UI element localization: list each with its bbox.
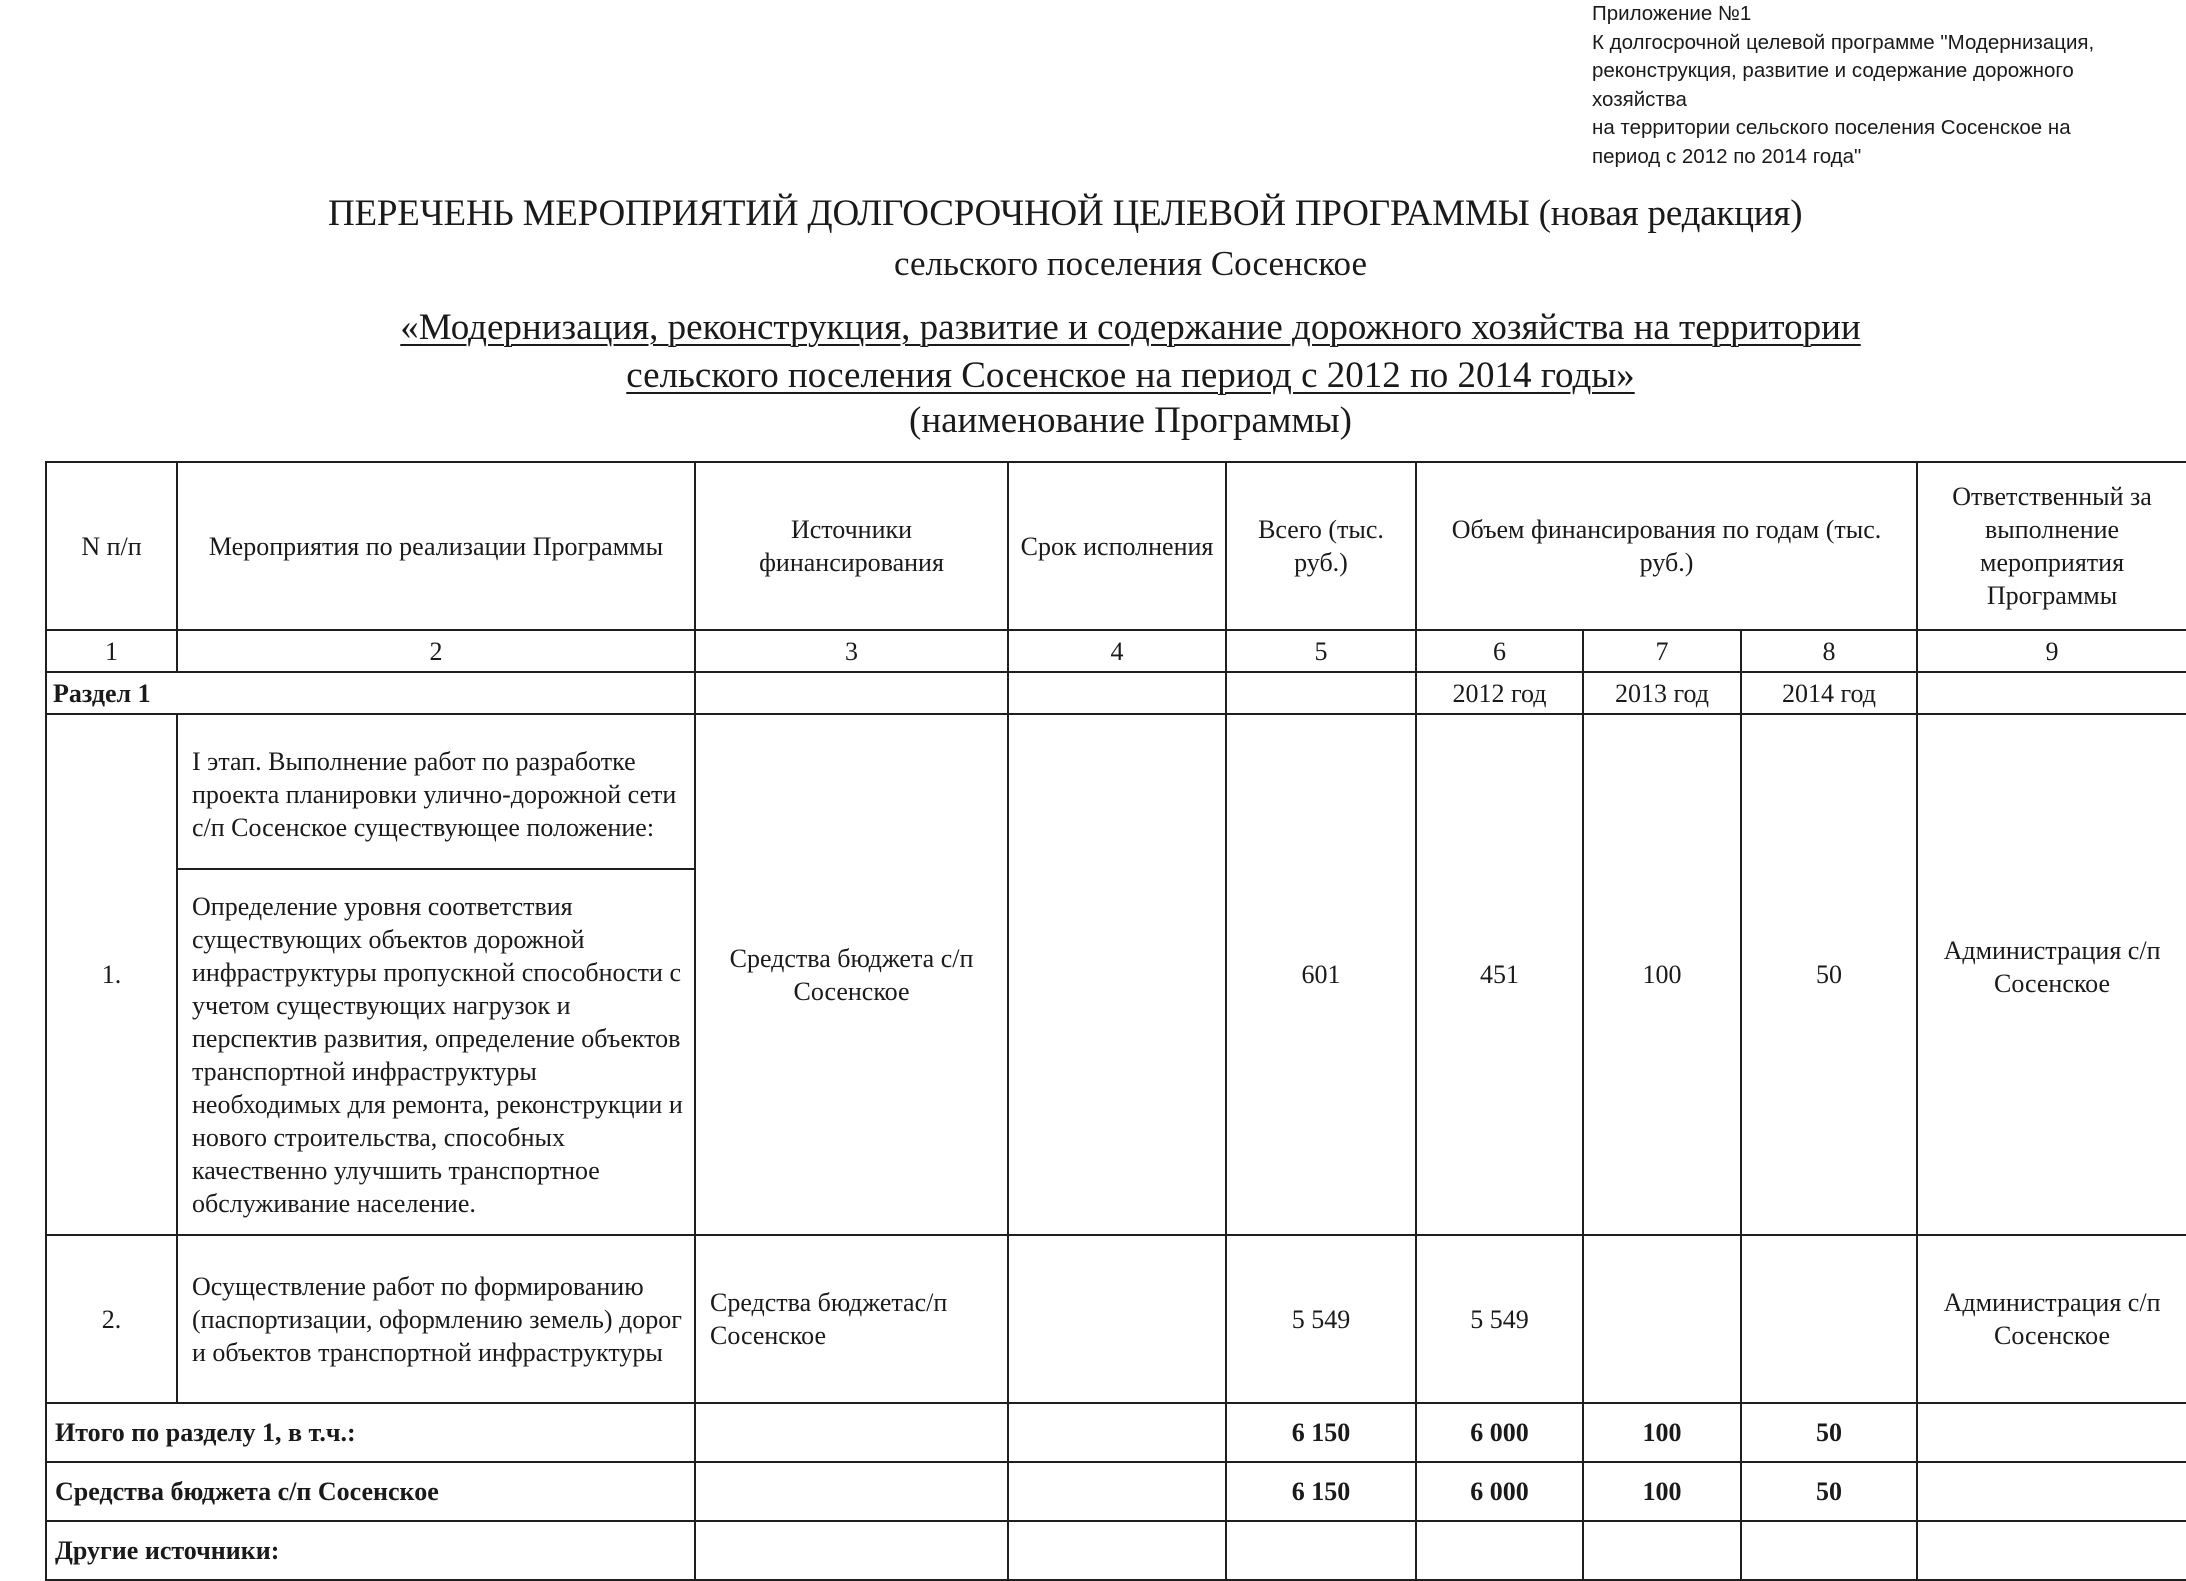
header-term: Срок исполнения bbox=[1008, 462, 1226, 630]
program-name-line: «Модернизация, реконструкция, развитие и содержание дорожного хозяйства на территории bbox=[400, 307, 1861, 348]
year-2014-value: 50 bbox=[1741, 714, 1917, 1235]
total-row bbox=[46, 1462, 2186, 1521]
section-row bbox=[46, 672, 2186, 714]
year-2014-value: 50 bbox=[1741, 1403, 1917, 1462]
column-numbers-row bbox=[46, 630, 2186, 672]
total-value: 6 150 bbox=[1226, 1403, 1416, 1462]
document-subtitle: сельского поселения Сосенское bbox=[894, 244, 1367, 283]
col-number: 6 bbox=[1416, 630, 1583, 672]
annex-line: на территории сельского поселения Сосенское на bbox=[1592, 116, 2071, 139]
total-row bbox=[46, 1403, 2186, 1462]
row-num: 1. bbox=[46, 714, 177, 1235]
measure-text: Определение уровня соответствия существующих объектов дорожной инфраструктуры пропускной способности с учетом существующих нагрузок и перспектив развития, определение объектов транспортной инфраструктуры необходимых для ремонта, реконструкции и нового строительства, способных качественно улучшить транспортное обслуживание население. bbox=[177, 869, 695, 1235]
year-2013-value: 100 bbox=[1583, 714, 1741, 1235]
year-2013-value: 100 bbox=[1583, 1462, 1741, 1521]
header-total: Всего (тыс. руб.) bbox=[1226, 462, 1416, 630]
document-title: ПЕРЕЧЕНЬ МЕРОПРИЯТИЙ ДОЛГОСРОЧНОЙ ЦЕЛЕВОЙ ПРОГРАММЫ (новая редакция) bbox=[328, 193, 1803, 234]
responsible-text: Администрация с/п Сосенское bbox=[1917, 714, 2186, 1235]
total-value: 6 150 bbox=[1226, 1462, 1416, 1521]
total-label: Другие источники: bbox=[46, 1521, 695, 1580]
col-number: 1 bbox=[46, 630, 177, 672]
annex-line: хозяйства bbox=[1592, 87, 1687, 111]
header-by-years: Объем финансирования по годам (тыс. руб.) bbox=[1416, 462, 1917, 630]
annex-line: период с 2012 по 2014 года" bbox=[1592, 144, 1862, 168]
year-2012-value: 6 000 bbox=[1416, 1462, 1583, 1521]
year-2012-value: 6 000 bbox=[1416, 1403, 1583, 1462]
col-number: 3 bbox=[695, 630, 1008, 672]
year-2012-value: 451 bbox=[1416, 714, 1583, 1235]
term-text bbox=[1008, 714, 1226, 1235]
program-name bbox=[0, 304, 2186, 400]
year-label: 2013 год bbox=[1583, 672, 1741, 714]
year-label: 2012 год bbox=[1416, 672, 1583, 714]
col-number: 7 bbox=[1583, 630, 1741, 672]
total-value bbox=[1226, 1521, 1416, 1580]
row-num: 2. bbox=[46, 1235, 177, 1403]
year-2014-value bbox=[1741, 1235, 1917, 1403]
year-2012-value: 5 549 bbox=[1416, 1235, 1583, 1403]
measure-text: Осуществление работ по формированию (паспортизации, оформлению земель) дорог и объектов транспортной инфраструктуры bbox=[177, 1235, 695, 1403]
source-text: Средства бюджета с/п Сосенское bbox=[695, 714, 1008, 1235]
table-row bbox=[46, 714, 2186, 869]
annex-line: Приложение №1 bbox=[1592, 2, 1752, 25]
header-sources: Источники финансирования bbox=[695, 462, 1008, 630]
total-label: Итого по разделу 1, в т.ч.: bbox=[46, 1403, 695, 1462]
responsible-text: Администрация с/п Сосенское bbox=[1917, 1235, 2186, 1403]
total-row bbox=[46, 1521, 2186, 1580]
col-number: 8 bbox=[1741, 630, 1917, 672]
program-caption: (наименование Программы) bbox=[909, 400, 1352, 441]
total-value: 601 bbox=[1226, 714, 1416, 1235]
measure-text: I этап. Выполнение работ по разработке проекта планировки улично-дорожной сети с/п Сосенское существующее положение: bbox=[177, 714, 695, 869]
measures-table bbox=[45, 461, 2186, 1581]
annex-line: К долгосрочной целевой программе "Модернизация, bbox=[1592, 30, 2095, 54]
section-label: Раздел 1 bbox=[46, 672, 695, 714]
year-2012-value bbox=[1416, 1521, 1583, 1580]
header-measures: Мероприятия по реализации Программы bbox=[177, 462, 695, 630]
total-label: Средства бюджета с/п Сосенское bbox=[46, 1462, 695, 1521]
col-number: 2 bbox=[177, 630, 695, 672]
col-number: 9 bbox=[1917, 630, 2186, 672]
source-text: Средства бюджетас/п Сосенское bbox=[695, 1235, 1008, 1403]
annex-note bbox=[1592, 0, 2172, 171]
year-2013-value bbox=[1583, 1521, 1741, 1580]
year-2014-value: 50 bbox=[1741, 1462, 1917, 1521]
col-number: 4 bbox=[1008, 630, 1226, 672]
header-responsible: Ответственный за выполнение мероприятия Программы bbox=[1917, 462, 2186, 630]
table-header-row bbox=[46, 462, 2186, 630]
annex-line: реконструкция, развитие и содержание дорожного bbox=[1592, 59, 2074, 82]
table-row bbox=[46, 1235, 2186, 1403]
program-name-line: сельского поселения Сосенское на период с 2012 по 2014 годы» bbox=[626, 355, 1635, 396]
col-number: 5 bbox=[1226, 630, 1416, 672]
total-value: 5 549 bbox=[1226, 1235, 1416, 1403]
year-2013-value: 100 bbox=[1583, 1403, 1741, 1462]
header-num: N п/п bbox=[46, 462, 177, 630]
term-text bbox=[1008, 1235, 1226, 1403]
year-label: 2014 год bbox=[1741, 672, 1917, 714]
year-2014-value bbox=[1741, 1521, 1917, 1580]
year-2013-value bbox=[1583, 1235, 1741, 1403]
